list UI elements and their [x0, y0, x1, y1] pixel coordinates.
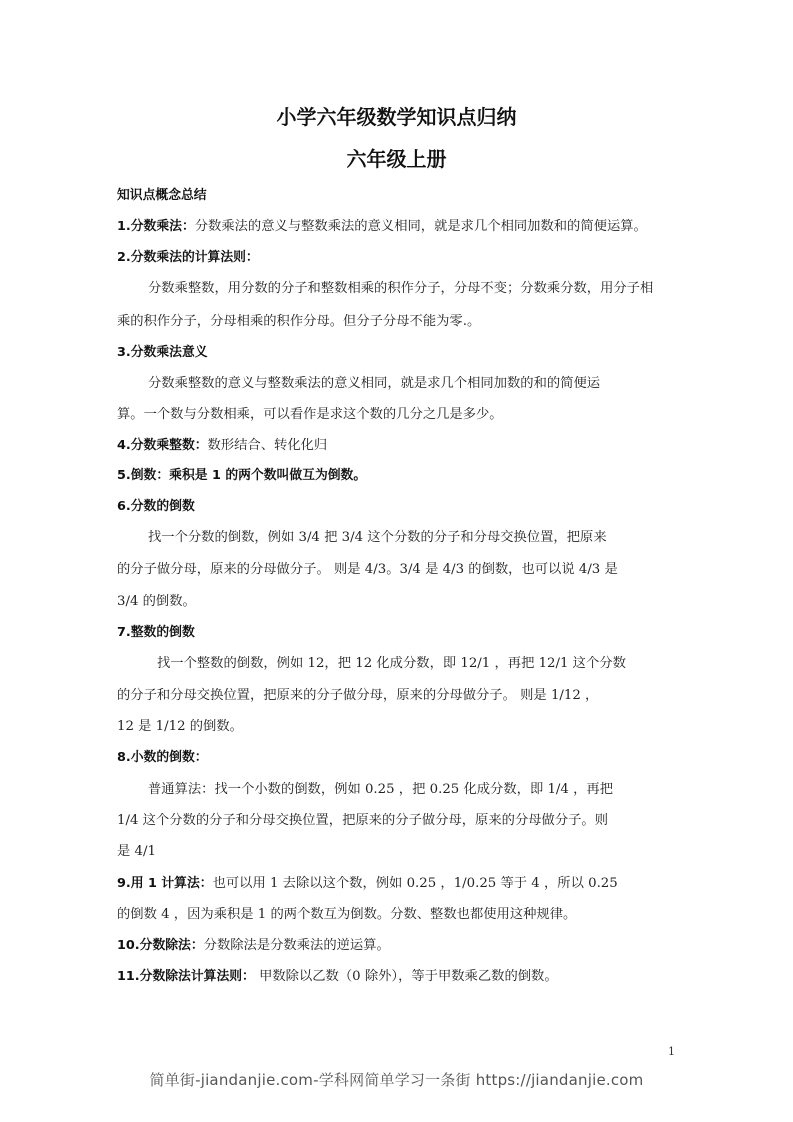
item-7-para-line-2: 的分子和分母交换位置，把原来的分子做分母，原来的分母做分子。 则是 1/12 ，: [117, 688, 599, 703]
page-number: 1: [668, 1045, 675, 1058]
footer-watermark: 简单街-jiandanjie.com-学科网简单学习一条街 https://jiandanjie.com: [149, 1071, 644, 1089]
item-3-para-line-2: 算。一个数与分数相乘，可以看作是求这个数的几分之几是多少。: [117, 407, 503, 422]
item-4: [117, 436, 327, 456]
item-6-para-line-3: 3/4 的倒数。: [117, 594, 196, 609]
item-6-para-line-1: 找一个分数的倒数，例如 3/4 把 3/4 这个分数的分子和分母交换位置，把原来: [148, 530, 607, 545]
item-10-text: 分数除法是分数乘法的逆运算。: [203, 938, 390, 953]
item-9-text: 也可以用 1 去除以这个数，例如 0.25 ，1/0.25 等于 4 ，所以 0.25: [212, 876, 618, 891]
item-8-para-line-2: 1/4 这个分数的分子和分母交换位置，把原来的分子做分母，原来的分母做分子。则: [117, 813, 609, 828]
item-1-heading: 1.分数乘法：: [117, 219, 195, 234]
item-4-text: 数形结合、转化化归: [207, 438, 328, 453]
item-7-para-line-3: 12 是 1/12 的倒数。: [117, 719, 243, 734]
item-8-para-line-3: 是 4/1: [117, 844, 156, 859]
item-6: [117, 497, 195, 517]
document-subtitle: 六年级上册: [346, 147, 447, 171]
section-heading: 知识点概念总结: [117, 188, 207, 203]
item-2-heading: 2.分数乘法的计算法则：: [117, 250, 259, 265]
item-8-para-line-1: 普通算法：找一个小数的倒数，例如 0.25 ，把 0.25 化成分数，即 1/4 ，再把: [148, 782, 613, 797]
item-3-para-line-1: 分数乘整数的意义与整数乘法的意义相同，就是求几个相同加数的和的简便运: [148, 376, 601, 391]
item-8-heading: 8.小数的倒数：: [117, 750, 208, 765]
item-10: [117, 936, 390, 956]
item-2-para-line-1: 分数乘整数，用分数的分子和整数相乘的积作分子，分母不变；分数乘分数，用分子相: [148, 281, 654, 296]
item-10-heading: 10.分数除法：: [117, 938, 204, 953]
item-5-heading: 5.倒数：乘积是 1 的两个数叫做互为倒数。: [117, 468, 367, 483]
item-2: [117, 248, 259, 268]
item-1: [117, 217, 647, 237]
item-9-heading: 9.用 1 计算法：: [117, 876, 213, 891]
item-11-heading: 11.分数除法计算法则：: [117, 969, 255, 984]
item-1-text: 分数乘法的意义与整数乘法的意义相同，就是求几个相同加数和的简便运算。: [194, 219, 647, 234]
item-11: [117, 967, 558, 987]
item-7: [117, 623, 195, 643]
item-6-para-line-2: 的分子做分母，原来的分母做分子。 则是 4/3。3/4 是 4/3 的倒数，也可以说 4/3 是: [117, 562, 618, 577]
item-4-heading: 4.分数乘整数：: [117, 438, 208, 453]
item-9: [117, 874, 618, 894]
item-11-text: 甲数除以乙数（0 除外），等于甲数乘乙数的倒数。: [254, 969, 558, 984]
item-3: [117, 343, 208, 363]
item-8: [117, 748, 208, 768]
document-title: 小学六年级数学知识点归纳: [276, 105, 517, 129]
item-2-para-line-2: 乘的积作分子，分母相乘的积作分母。但分子分母不能为零.。: [117, 314, 481, 329]
item-9-continuation: 的倒数 4 ，因为乘积是 1 的两个数互为倒数。分数、整数也都使用这种规律。: [117, 907, 577, 922]
item-3-heading: 3.分数乘法意义: [117, 345, 208, 360]
item-7-heading: 7.整数的倒数: [117, 625, 195, 640]
item-5: [117, 466, 366, 486]
item-6-heading: 6.分数的倒数: [117, 499, 195, 514]
item-7-para-line-1: 找一个整数的倒数，例如 12，把 12 化成分数，即 12/1 ，再把 12/1 这个分数: [157, 656, 626, 671]
